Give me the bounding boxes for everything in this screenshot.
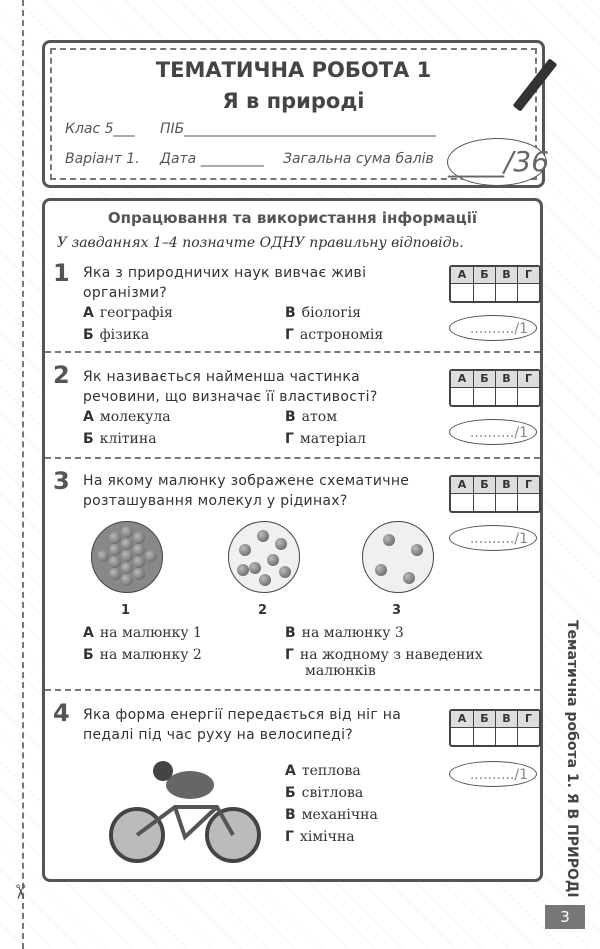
- question-number: 4: [53, 699, 70, 727]
- option-g[interactable]: Г хімічна: [285, 829, 355, 845]
- option-g[interactable]: Г матеріал: [285, 431, 366, 447]
- instruction: У завданнях 1–4 позначте ОДНУ правильну відповідь.: [57, 235, 464, 251]
- page-subtitle: Я в природі: [222, 89, 365, 113]
- question-number: 1: [53, 259, 70, 287]
- answer-grid[interactable]: А Б В Г: [449, 369, 541, 407]
- picture-label: 2: [258, 603, 268, 618]
- option-v[interactable]: В атом: [285, 409, 338, 425]
- answer-grid[interactable]: А Б В Г: [449, 475, 541, 513]
- question-4: [45, 689, 540, 881]
- cut-line: [22, 0, 24, 949]
- option-b[interactable]: Б фізика: [83, 327, 150, 343]
- variant-label: Варіант 1.: [65, 151, 140, 167]
- page-title: ТЕМАТИЧНА РОБОТА 1: [155, 58, 432, 82]
- option-g[interactable]: Г астрономія: [285, 327, 384, 343]
- question-number: 3: [53, 467, 70, 495]
- option-b[interactable]: Б світлова: [285, 785, 364, 801]
- tasks-box: [42, 198, 543, 882]
- score-field[interactable]: ........../1: [449, 315, 537, 341]
- answer-grid[interactable]: А Б В Г: [449, 709, 541, 747]
- cyclist-illustration: [105, 755, 265, 865]
- score-field[interactable]: ........../1: [449, 761, 537, 787]
- picture-label: 1: [121, 603, 131, 618]
- score-field[interactable]: ........../1: [449, 525, 537, 551]
- total-label: Загальна сума балів: [283, 151, 434, 167]
- option-v[interactable]: В на малюнку 3: [285, 625, 404, 641]
- score-field[interactable]: ........../1: [449, 419, 537, 445]
- name-field[interactable]: ПІБ____________________________________: [160, 121, 437, 137]
- question-text: На якому малюнку зображене схематичне розташування молекул у рідинах?: [83, 473, 410, 509]
- question-text: Як називається найменша частинка речовини, що визначає її властивості?: [83, 369, 378, 405]
- option-a[interactable]: А на малюнку 1: [83, 625, 202, 641]
- option-a[interactable]: А молекула: [83, 409, 171, 425]
- class-field[interactable]: Клас 5___: [65, 121, 135, 137]
- option-a[interactable]: А географія: [83, 305, 173, 321]
- question-1: [45, 257, 540, 351]
- question-3: [45, 457, 540, 691]
- section-title: Опрацювання та використання інформації: [107, 209, 478, 227]
- option-b[interactable]: Б на малюнку 2: [83, 647, 202, 663]
- scissors-icon: ✂: [8, 883, 33, 901]
- option-v[interactable]: В біологія: [285, 305, 361, 321]
- picture-2-liquid: [228, 521, 300, 593]
- picture-1-solid: [91, 521, 163, 593]
- date-field[interactable]: Дата _________: [160, 151, 264, 167]
- picture-3-gas: [362, 521, 434, 593]
- total-score-field[interactable]: ____/36: [447, 138, 547, 186]
- question-number: 2: [53, 361, 70, 389]
- option-b[interactable]: Б клітина: [83, 431, 157, 447]
- question-text: Яка з природничих наук вивчає живі організми?: [83, 265, 367, 301]
- picture-label: 3: [392, 603, 402, 618]
- question-text: Яка форма енергії передається від ніг на педалі під час руху на велосипеді?: [83, 707, 402, 743]
- page-number: 3: [545, 905, 585, 929]
- answer-grid[interactable]: А Б В Г: [449, 265, 541, 303]
- option-a[interactable]: А теплова: [285, 763, 361, 779]
- option-v[interactable]: В механічна: [285, 807, 378, 823]
- side-running-title: Тематична робота 1. Я В ПРИРОДІ: [564, 620, 580, 898]
- question-2: [45, 351, 540, 459]
- option-g[interactable]: Г на жодному з наведених малюнків: [285, 647, 483, 679]
